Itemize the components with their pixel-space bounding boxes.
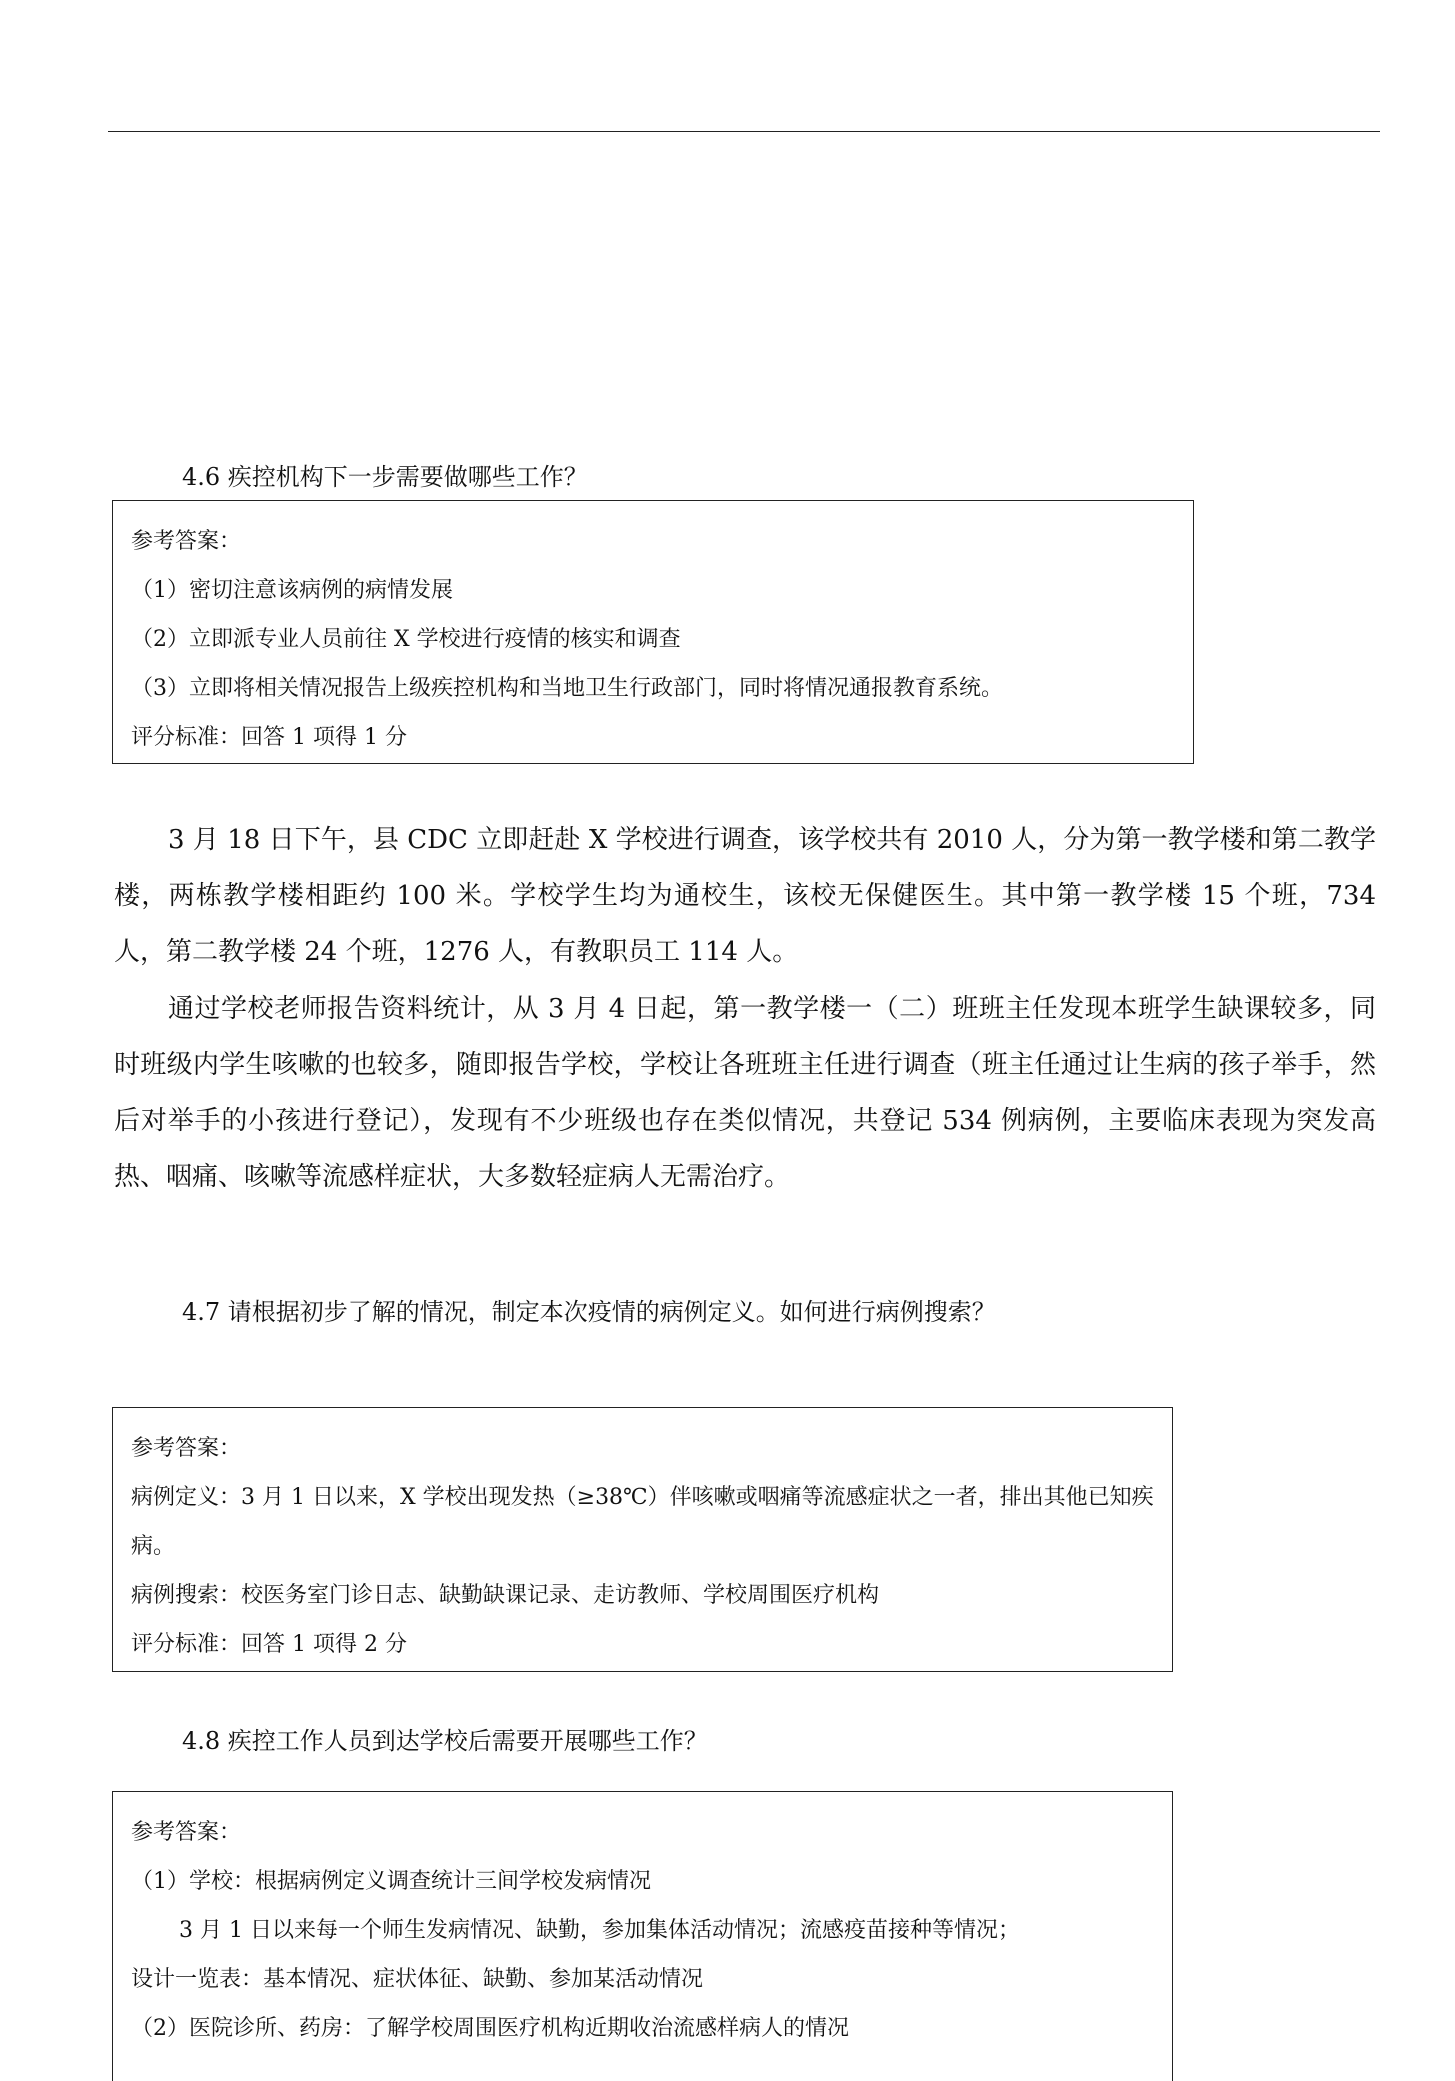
answer-label: 参考答案： [131, 529, 242, 554]
case-search: 病例搜索：校医务室门诊日志、缺勤缺课记录、走访教师、学校周围医疗机构 [131, 1583, 880, 1608]
answer-item: （2）立即派专业人员前往 X 学校进行疫情的核实和调查 [131, 627, 681, 652]
question-4-7: 4.7 请根据初步了解的情况，制定本次疫情的病例定义。如何进行病例搜索？ [182, 1298, 996, 1326]
case-definition: 病例定义：3 月 1 日以来，X 学校出现发热（≥38℃）伴咳嗽或咽痛等流感症状之一者，排出其他已知疾病。 [131, 1485, 1154, 1559]
answer-box-4-6 [112, 500, 1194, 764]
answer-box-4-7 [112, 1407, 1173, 1672]
answer-item-detail: 3 月 1 日以来每一个师生发病情况、缺勤，参加集体活动情况；流感疫苗接种等情况； [179, 1918, 1020, 1943]
answer-label: 参考答案： [131, 1820, 242, 1845]
narrative-paragraph-2: 通过学校老师报告资料统计，从 3 月 4 日起，第一教学楼一（二）班班主任发现本班学生缺课较多，同时班级内学生咳嗽的也较多，随即报告学校，学校让各班班主任进行调查（班主任通过让生病的孩子举手，然后对举手的小孩进行登记），发现有不少班级也存在类似情况，共登记 534 例病例，主要临床表现为突发高热、咽痛、咳嗽等流感样症状，大多数轻症病人无需治疗。 [114, 994, 1376, 1192]
scoring-standard: 评分标准：回答 1 项得 2 分 [131, 1632, 407, 1657]
page-header-rule [108, 131, 1380, 132]
answer-item: （1）学校：根据病例定义调查统计三间学校发病情况 [131, 1869, 651, 1894]
question-4-6: 4.6 疾控机构下一步需要做哪些工作？ [182, 463, 588, 491]
narrative-paragraph-1: 3 月 18 日下午，县 CDC 立即赶赴 X 学校进行调查，该学校共有 2010 人，分为第一教学楼和第二教学楼，两栋教学楼相距约 100 米。学校学生均为通校生，该校无保健医生。其中第一教学楼 15 个班，734 人，第二教学楼 24 个班，1276 人，有教职员工 114 人。 [114, 825, 1376, 967]
answer-box-4-8 [112, 1791, 1173, 2081]
answer-item: （1）密切注意该病例的病情发展 [131, 578, 453, 603]
answer-item: （3）立即将相关情况报告上级疾控机构和当地卫生行政部门，同时将情况通报教育系统。 [131, 676, 1004, 701]
answer-label: 参考答案： [131, 1436, 242, 1461]
answer-item-table: 设计一览表：基本情况、症状体征、缺勤、参加某活动情况 [131, 1967, 704, 1992]
question-4-8: 4.8 疾控工作人员到达学校后需要开展哪些工作？ [182, 1727, 708, 1755]
scoring-standard: 评分标准：回答 1 项得 1 分 [131, 725, 407, 750]
answer-item: （2）医院诊所、药房：了解学校周围医疗机构近期收治流感样病人的情况 [131, 2016, 849, 2041]
